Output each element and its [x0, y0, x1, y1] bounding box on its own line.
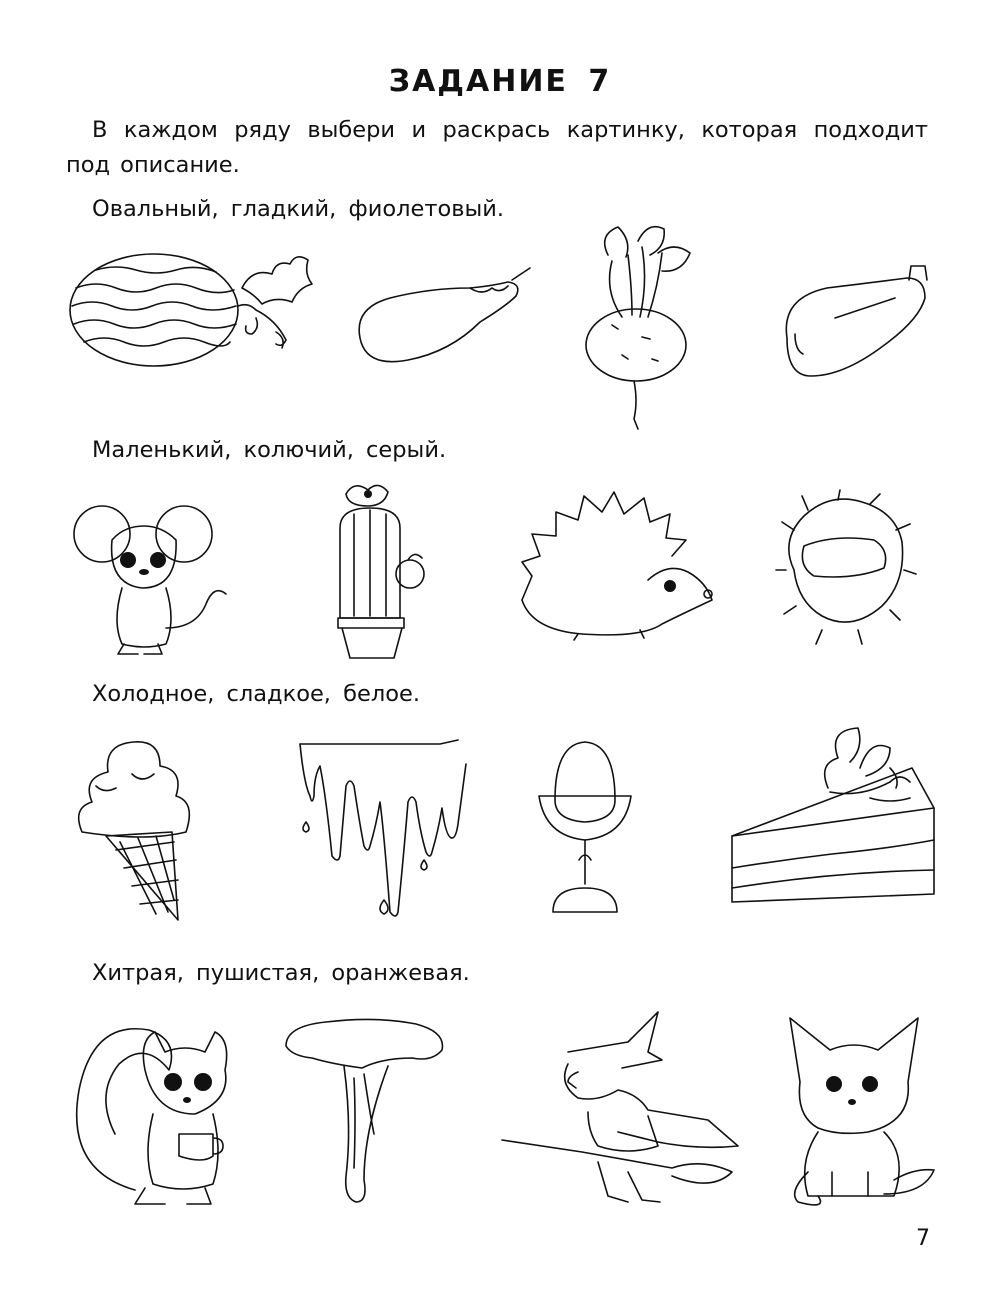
instruction-text: В каждом ряду выбери и раскрась картинку, которая подходит под описание.: [66, 117, 928, 178]
page-number: 7: [916, 1226, 930, 1251]
row-4-description: Хитрая, пушистая, оранжевая.: [92, 960, 470, 986]
egg-cup-icon[interactable]: [535, 740, 635, 918]
cake-slice-icon[interactable]: [730, 728, 945, 918]
chestnut-icon[interactable]: [778, 490, 913, 650]
watermelon-icon[interactable]: [66, 248, 316, 373]
row-2-description: Маленький, колючий, серый.: [92, 437, 447, 463]
fox-icon[interactable]: [778, 1012, 938, 1210]
zucchini-icon[interactable]: [775, 262, 940, 387]
eggplant-icon[interactable]: [352, 270, 537, 375]
mushroom-icon[interactable]: [282, 1018, 447, 1206]
hedgehog-icon[interactable]: [512, 490, 717, 640]
beet-icon[interactable]: [572, 225, 712, 425]
row-3-description: Холодное, сладкое, белое.: [92, 681, 420, 707]
witch-icon[interactable]: [498, 1012, 743, 1212]
ice-cream-icon[interactable]: [72, 736, 192, 924]
row-1-description: Овальный, гладкий, фиолетовый.: [92, 196, 505, 222]
squirrel-icon[interactable]: [75, 1020, 245, 1210]
cactus-icon[interactable]: [318, 484, 433, 659]
mouse-icon[interactable]: [72, 498, 232, 658]
icicles-icon[interactable]: [298, 740, 460, 918]
page-title: ЗАДАНИЕ 7: [388, 64, 612, 99]
